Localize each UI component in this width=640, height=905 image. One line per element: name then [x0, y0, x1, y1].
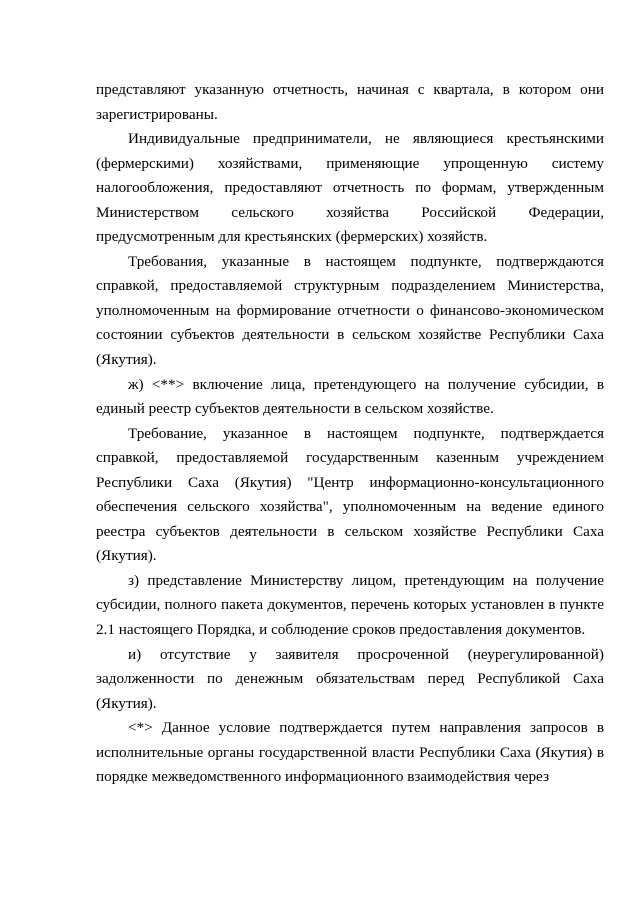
paragraph-footnote-condition: <*> Данное условие подтверждается путем направления запросов в исполнительные органы государственной власти Республики Саха (Якутия) в порядке межведомственного информационного взаимодействия через — [96, 719, 604, 786]
paragraph-subitem-z: з) представление Министерству лицом, претендующим на получение субсидии, полного пакета документов, перечень которых установлен в пункте 2.1 настоящего Порядка, и соблюдение сроков предоставления документов. — [96, 571, 604, 639]
document-body — [96, 78, 604, 790]
paragraph-subitem-zh: ж) <**> включение лица, претендующего на получение субсидии, в единый реестр субъектов деятельности в сельском хозяйстве. — [96, 375, 604, 418]
paragraph-individual-entrepreneurs: Индивидуальные предприниматели, не являющиеся крестьянскими (фермерскими) хозяйствами, применяющие упрощенную систему налогообложения, предоставляют отчетность по формам, утвержденным Министерством сельского хозяйства Российской Федерации, предусмотренным для крестьянских (фермерских) хозяйств. — [96, 130, 604, 246]
paragraph-requirement-registry: Требование, указанное в настоящем подпункте, подтверждается справкой, предоставляемой государственным казенным учреждением Республики Саха (Якутия) "Центр информационно-консультационного обеспечения сельского хозяйства", уполномоченным на ведение единого реестра субъектов деятельности в сельском хозяйстве Республики Саха (Якутия). — [96, 424, 604, 565]
paragraph-subitem-i: и) отсутствие у заявителя просроченной (неурегулированной) задолженности по денежным обязательствам перед Республикой Саха (Якутия). — [96, 645, 604, 712]
paragraph-requirements-certificate: Требования, указанные в настоящем подпункте, подтверждаются справкой, предоставляемой структурным подразделением Министерства, уполномоченным на формирование отчетности о финансово-экономическом состоянии субъектов деятельности в сельском хозяйстве Республики Саха (Якутия). — [96, 252, 604, 369]
paragraph-continuation: представляют указанную отчетность, начиная с квартала, в котором они зарегистрированы. — [96, 81, 604, 123]
